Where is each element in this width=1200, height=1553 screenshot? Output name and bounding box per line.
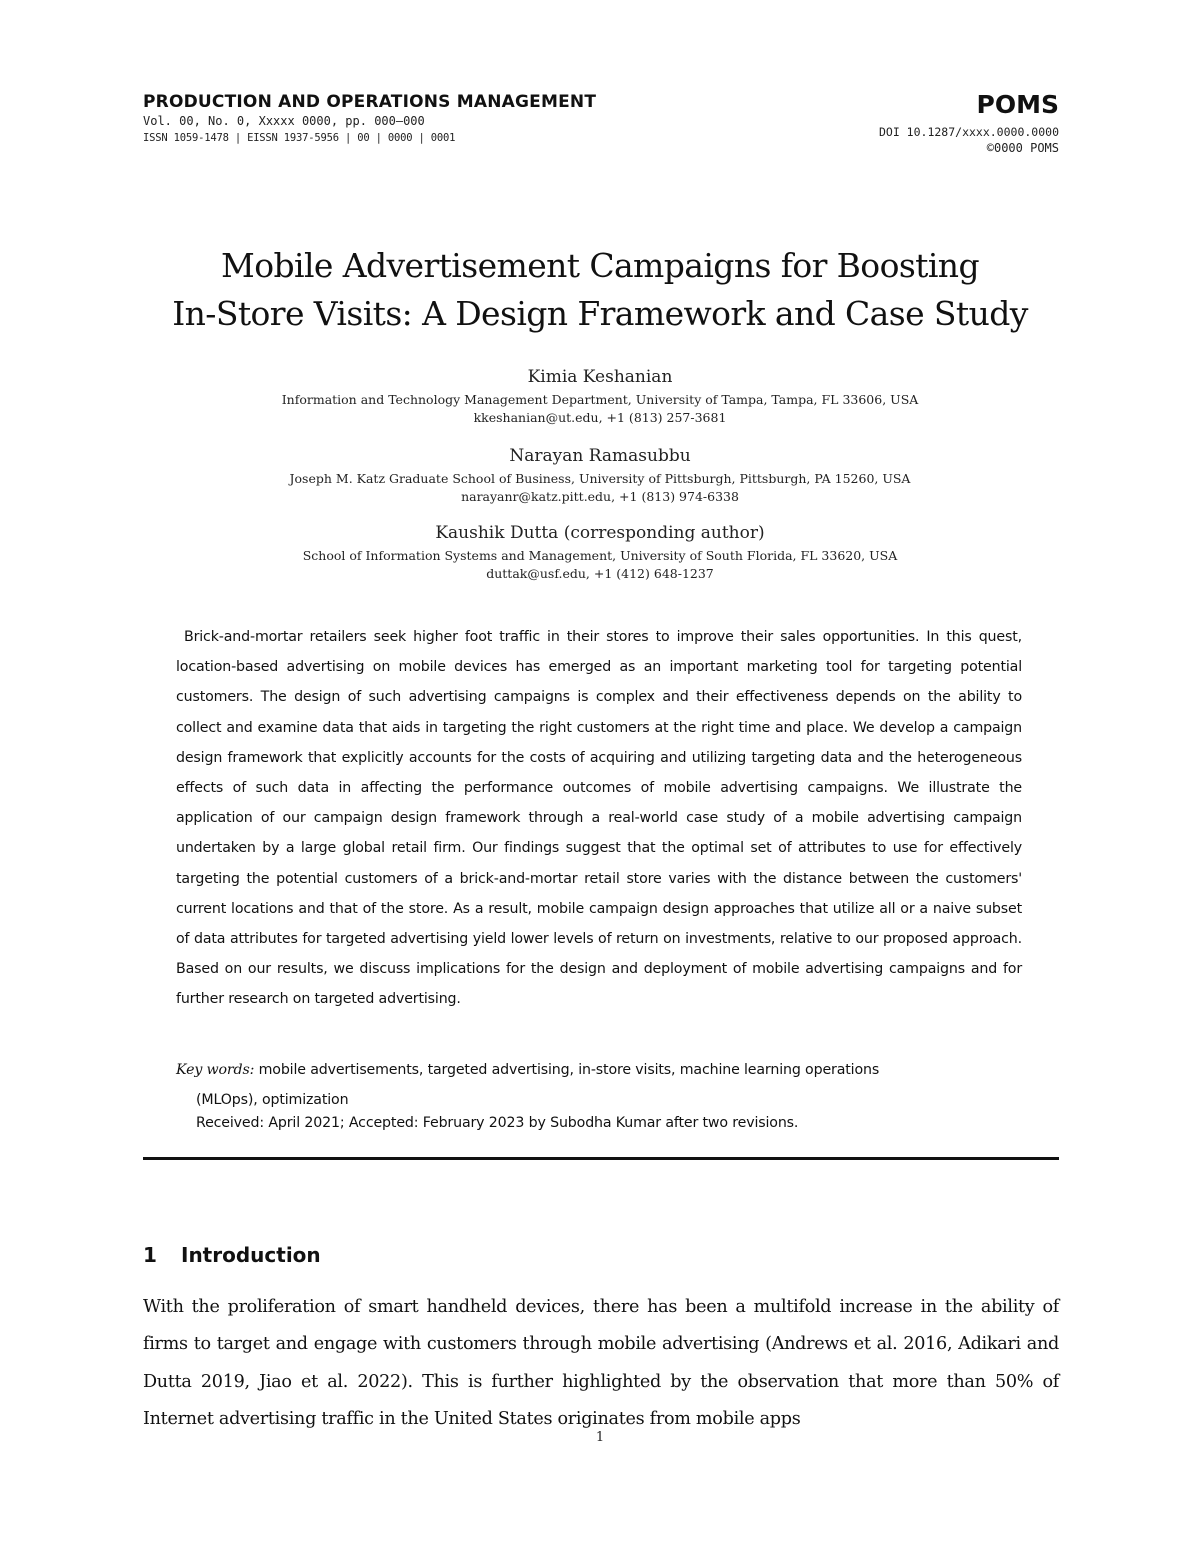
paper-title-line-1: Mobile Advertisement Campaigns for Boosting <box>221 246 979 285</box>
body-paragraph: With the proliferation of smart handheld devices, there has been a multifold increase in the ability of firms to target and engage with customers through mobile advertising (Andrews et al. 2016, Adikari and Dutta 2019, Jiao et al. 2022). This is further highlighted by the observation that more than 50% of Internet advertising traffic in the United States originates from mobile apps <box>143 1297 1059 1429</box>
body-text <box>143 1289 1059 1438</box>
author-contact: duttak@usf.edu, +1 (412) 648-1237 <box>486 566 714 581</box>
copyright: ©0000 POMS <box>986 141 1059 155</box>
author-block <box>120 523 1080 581</box>
section-number: 1 <box>143 1243 157 1267</box>
issn-line: ISSN 1059-1478 | EISSN 1937-5956 | 00 | 0000 | 0001 <box>143 132 456 144</box>
author-affiliation: Information and Technology Management Department, University of Tampa, Tampa, FL 33606, USA <box>281 392 919 407</box>
author-contact: narayanr@katz.pitt.edu, +1 (813) 974-6338 <box>461 489 739 504</box>
author-name: Kaushik Dutta (corresponding author) <box>435 523 765 543</box>
keywords-line-1: mobile advertisements, targeted advertising, in-store visits, machine learning operations <box>258 1062 880 1078</box>
journal-name: PRODUCTION AND OPERATIONS MANAGEMENT <box>143 92 597 112</box>
author-affiliation: School of Information Systems and Management, University of South Florida, FL 33620, USA <box>302 548 898 563</box>
author-block <box>120 446 1080 504</box>
author-name: Kimia Keshanian <box>527 367 673 387</box>
author-contact: kkeshanian@ut.edu, +1 (813) 257-3681 <box>473 410 727 425</box>
keywords-line-2: (MLOps), optimization <box>196 1092 349 1108</box>
section-divider <box>143 1157 1059 1160</box>
abstract <box>176 622 1022 1015</box>
keywords-label: Key words <box>176 1062 250 1078</box>
section-title: Introduction <box>181 1243 321 1267</box>
received-accepted: Received: April 2021; Accepted: February 2023 by Subodha Kumar after two revisions. <box>196 1115 799 1131</box>
abstract-text: Brick-and-mortar retailers seek higher foot traffic in their stores to improve their sales opportunities. In this quest, location-based advertising on mobile devices has emerged as an important marketing tool for targeting potential customers. The design of such advertising campaigns is complex and their effectiveness depends on the ability to collect and examine data that aids in targeting the right customers at the right time and place. We develop a campaign design framework that explicitly accounts for the costs of acquiring and utilizing targeting data and the heterogeneous effects of such data in affecting the performance outcomes of mobile advertising campaigns. We illustrate the application of our campaign design framework through a real-world case study of a mobile advertising campaign undertaken by a large global retail firm. Our findings suggest that the optimal set of attributes to use for effectively targeting the potential customers of a brick-and-mortar retail store varies with the distance between the customers' current locations and that of the store. As a result, mobile campaign design approaches that utilize all or a naive subset of data attributes for targeted advertising yield lower levels of return on investments, relative to our proposed approach. Based on our results, we discuss implications for the design and deployment of mobile advertising campaigns and for further research on targeted advertising. <box>176 629 1022 1008</box>
journal-brand: POMS <box>976 90 1059 119</box>
author-affiliation: Joseph M. Katz Graduate School of Business, University of Pittsburgh, Pittsburgh, PA 15260, USA <box>289 471 911 486</box>
doi: DOI 10.1287/xxxx.0000.0000 <box>878 125 1059 139</box>
section-heading <box>143 1243 321 1267</box>
keywords: Key words: mobile advertisements, targeted advertising, in-store visits, machine learning operations (MLOps), optimization <box>176 1055 1022 1115</box>
volume-line: Vol. 00, No. 0, Xxxxx 0000, pp. 000–000 <box>143 114 425 128</box>
paper-title-line-2: In-Store Visits: A Design Framework and Case Study <box>172 294 1028 333</box>
author-block <box>120 367 1080 425</box>
author-name: Narayan Ramasubbu <box>509 446 691 466</box>
page-number: 1 <box>595 1430 605 1445</box>
